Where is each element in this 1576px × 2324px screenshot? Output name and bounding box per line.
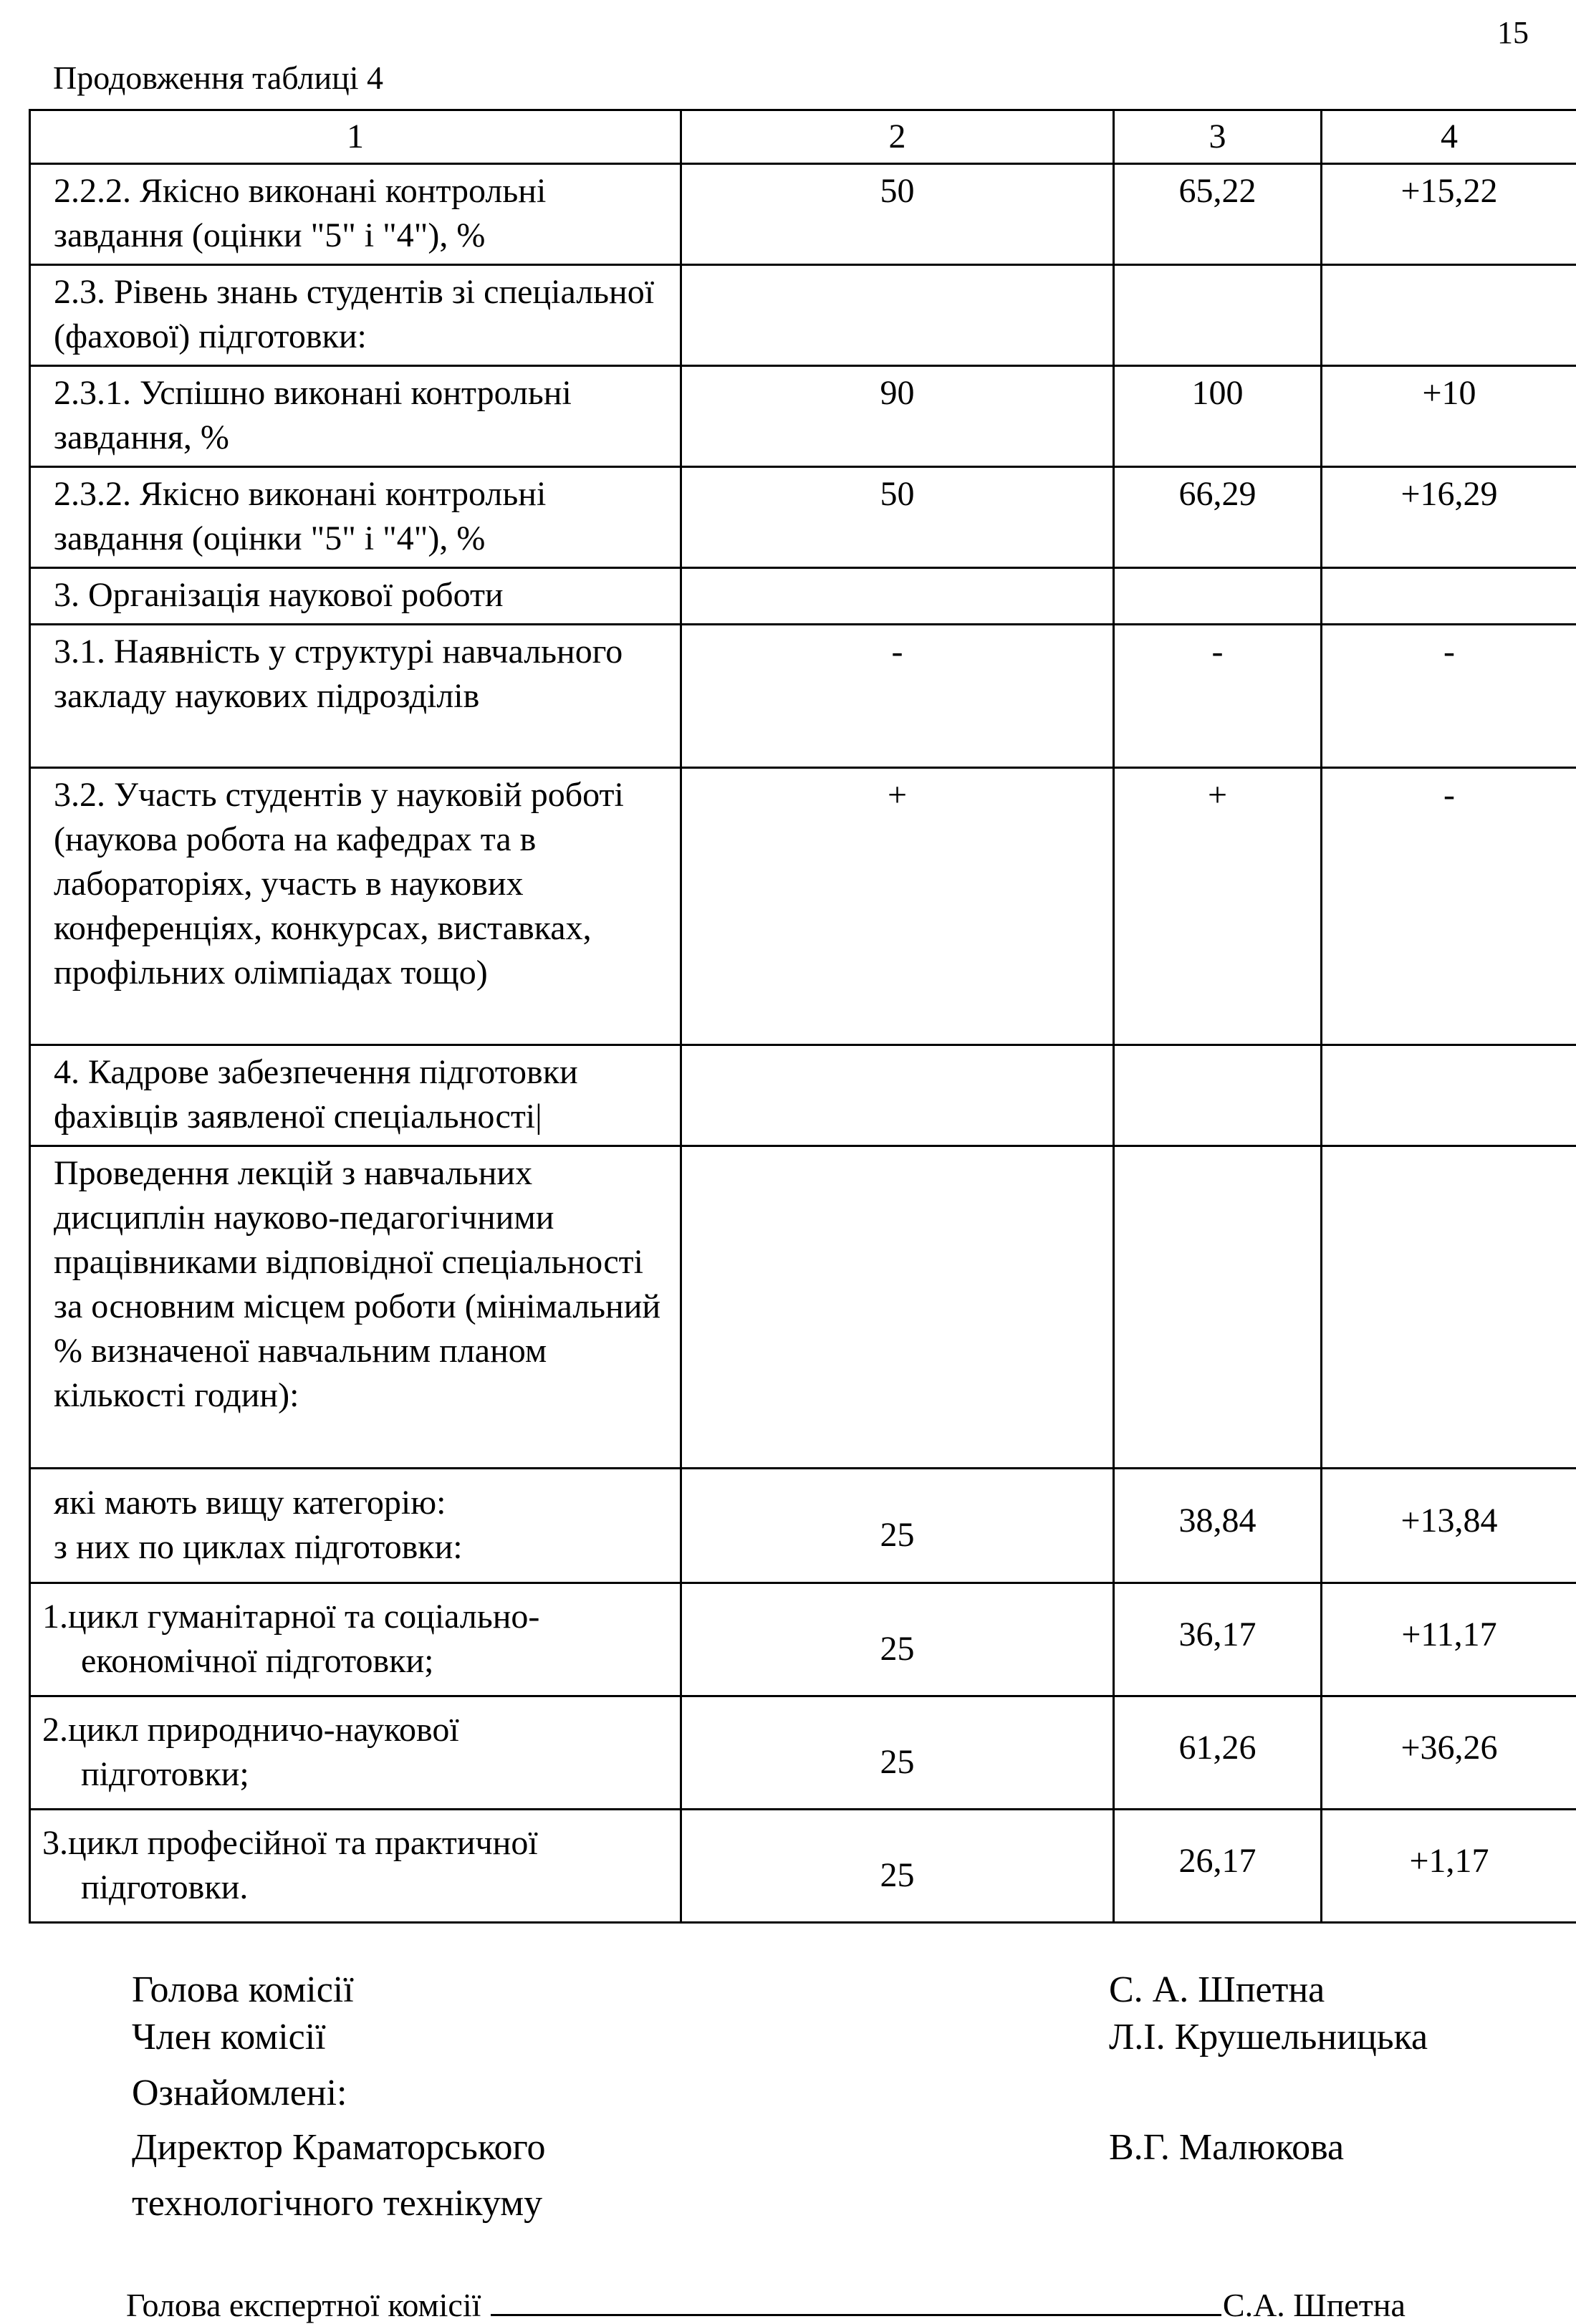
- deviation-value: +11,17: [1322, 1583, 1576, 1696]
- standard-value: 25: [681, 1583, 1114, 1696]
- standard-value: 90: [681, 366, 1114, 467]
- row-label: [30, 1469, 681, 1583]
- director-name: В.Г. Малюкова: [1109, 2126, 1344, 2169]
- actual-value: 66,29: [1114, 467, 1322, 568]
- standard-value: -: [681, 625, 1114, 768]
- page-number: 15: [1497, 14, 1529, 51]
- row-label: Проведення лекцій з навчальних дисциплін науково-педагогічними працівниками відповідної спеціальності за основним місцем роботи (мінімальний % визначеної навчальним планом кількості годин):: [30, 1146, 681, 1469]
- table-row: [30, 568, 1576, 625]
- deviation-value: +13,84: [1322, 1469, 1576, 1583]
- table-row: [30, 467, 1576, 568]
- deviation-value: +10: [1322, 366, 1576, 467]
- standard-value: 25: [681, 1810, 1114, 1923]
- deviation-value: +15,22: [1322, 164, 1576, 265]
- header-cell: 3: [1114, 110, 1322, 164]
- header-cell: 4: [1322, 110, 1576, 164]
- table-row: [30, 1045, 1576, 1146]
- actual-value: [1114, 1045, 1322, 1146]
- cycle-row: [30, 1583, 1576, 1696]
- table-row: [30, 1146, 1576, 1469]
- actual-value: 65,22: [1114, 164, 1322, 265]
- actual-value: +: [1114, 768, 1322, 1045]
- standard-value: 25: [681, 1469, 1114, 1583]
- table-row: [30, 265, 1576, 366]
- row-label-line: підготовки.: [42, 1866, 666, 1910]
- standard-value: 50: [681, 467, 1114, 568]
- chair-title: Голова комісії: [132, 1969, 354, 2011]
- table-continuation-caption: Продовження таблиці 4: [53, 59, 383, 97]
- cycle-row: [30, 1810, 1576, 1923]
- row-label-line: економічної підготовки;: [42, 1639, 666, 1684]
- actual-value: [1114, 265, 1322, 366]
- actual-value: 26,17: [1114, 1810, 1322, 1923]
- row-label: 2.3.1. Успішно виконані контрольні завдання, %: [30, 366, 681, 467]
- signature-underline: [491, 2285, 1221, 2316]
- chair-name: С. А. Шпетна: [1109, 1969, 1325, 2011]
- member-name: Л.І. Крушельницька: [1109, 2016, 1428, 2058]
- standard-value: +: [681, 768, 1114, 1045]
- indicators-table: [29, 109, 1576, 1924]
- row-label: 2.3.2. Якісно виконані контрольні завдання (оцінки "5" і "4"), %: [30, 467, 681, 568]
- row-label-line: 2.цикл природничо-наукової: [42, 1708, 666, 1752]
- deviation-value: +36,26: [1322, 1696, 1576, 1810]
- director-title-line1: Директор Краматорського: [132, 2126, 546, 2169]
- standard-value: [681, 1045, 1114, 1146]
- actual-value: 38,84: [1114, 1469, 1322, 1583]
- row-label: [30, 1696, 681, 1810]
- row-label-line: підготовки;: [42, 1752, 666, 1797]
- cycle-row: [30, 1696, 1576, 1810]
- row-label-line: які мають вищу категорію:: [54, 1481, 666, 1525]
- row-label-line: з них по циклах підготовки:: [54, 1525, 666, 1570]
- row-label: [30, 1583, 681, 1696]
- actual-value: 61,26: [1114, 1696, 1322, 1810]
- actual-value: [1114, 1146, 1322, 1469]
- deviation-value: [1322, 1045, 1576, 1146]
- table-row: [30, 625, 1576, 768]
- expert-signature-line: [126, 2285, 1406, 2324]
- row-label: 3.2. Участь студентів у науковій роботі (наукова робота на кафедрах та в лабораторіях, участь в наукових конференціях, конкурсах, виставках, профільних олімпіадах тощо): [30, 768, 681, 1045]
- table-header-row: [30, 110, 1576, 164]
- row-label: 3. Організація наукової роботи: [30, 568, 681, 625]
- category-row: [30, 1469, 1576, 1583]
- standard-value: [681, 265, 1114, 366]
- standard-value: [681, 1146, 1114, 1469]
- row-label-line: 3.цикл професійної та практичної: [42, 1821, 666, 1866]
- deviation-value: -: [1322, 768, 1576, 1045]
- deviation-value: +16,29: [1322, 467, 1576, 568]
- actual-value: 36,17: [1114, 1583, 1322, 1696]
- deviation-value: [1322, 568, 1576, 625]
- table-row: [30, 366, 1576, 467]
- deviation-value: +1,17: [1322, 1810, 1576, 1923]
- row-label-line: 1.цикл гуманітарної та соціально-: [42, 1595, 666, 1639]
- row-label: 3.1. Наявність у структурі навчального закладу наукових підрозділів: [30, 625, 681, 768]
- expert-title: Голова експертної комісії: [126, 2287, 481, 2323]
- actual-value: [1114, 568, 1322, 625]
- deviation-value: [1322, 1146, 1576, 1469]
- standard-value: 25: [681, 1696, 1114, 1810]
- table-row: [30, 768, 1576, 1045]
- row-label: 2.3. Рівень знань студентів зі спеціальної (фахової) підготовки:: [30, 265, 681, 366]
- expert-name: С.А. Шпетна: [1223, 2287, 1406, 2323]
- member-title: Член комісії: [132, 2016, 326, 2058]
- deviation-value: [1322, 265, 1576, 366]
- deviation-value: -: [1322, 625, 1576, 768]
- director-title-line2: технологічного технікуму: [132, 2182, 542, 2224]
- standard-value: [681, 568, 1114, 625]
- row-label: 2.2.2. Якісно виконані контрольні завдання (оцінки "5" і "4"), %: [30, 164, 681, 265]
- actual-value: 100: [1114, 366, 1322, 467]
- header-cell: 2: [681, 110, 1114, 164]
- acquainted-label: Ознайомлені:: [132, 2072, 347, 2114]
- table-row: [30, 164, 1576, 265]
- actual-value: -: [1114, 625, 1322, 768]
- row-label: [30, 1810, 681, 1923]
- standard-value: 50: [681, 164, 1114, 265]
- row-label: 4. Кадрове забезпечення підготовки фахівців заявленої спеціальності|: [30, 1045, 681, 1146]
- header-cell: 1: [30, 110, 681, 164]
